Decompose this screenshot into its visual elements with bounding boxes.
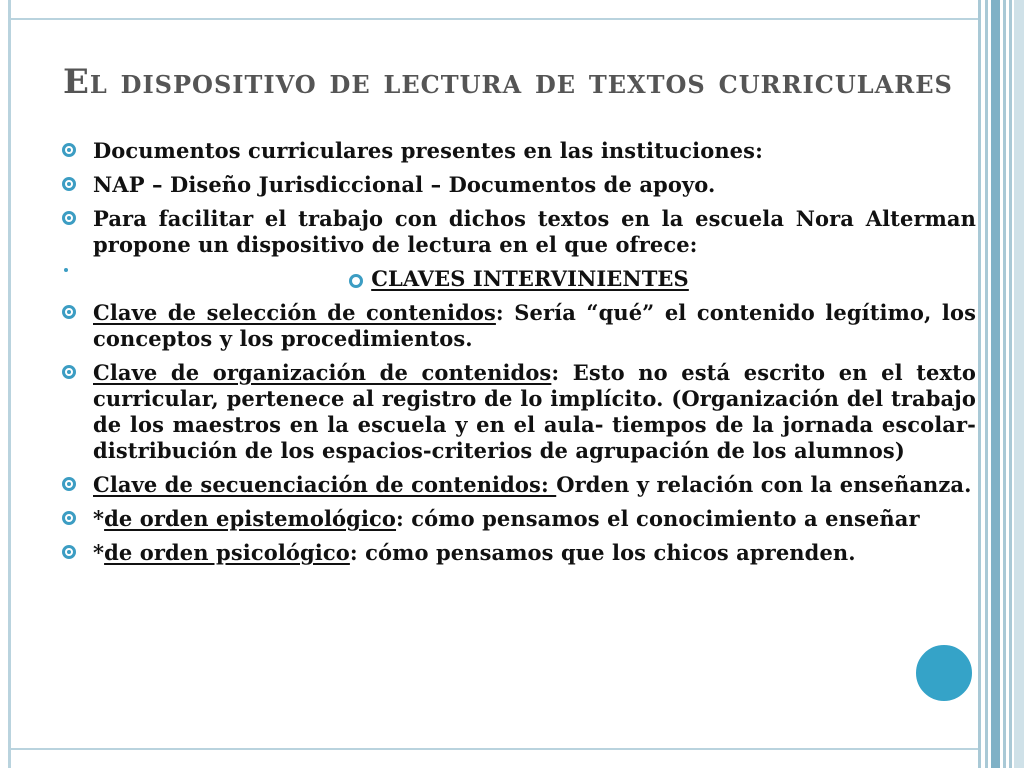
bullet-term: Clave de selección de contenidos (93, 300, 496, 325)
bullet-term: de orden epistemológico (104, 506, 397, 531)
list-item-heading (62, 266, 976, 292)
bullet-text: : Esto no está escrito en el texto curricular, pertenece al registro de lo implícito. (Organización del trabajo de los maestros en la escuela y en el aula- tiempos de la jornada escolar-distribución de los espacios-criterios de agrupación de los alumnos) (93, 360, 976, 463)
bullet-text: : Sería “qué” el contenido legítimo, los conceptos y los procedimientos. (93, 300, 977, 351)
bullet-term: Clave de secuenciación de contenidos: (93, 472, 557, 497)
bullet-term: de orden psicológico (104, 540, 350, 565)
slide-title: El dispositivo de lectura de textos curriculares (63, 62, 953, 102)
ring-bullet-icon (62, 545, 76, 559)
list-item (62, 472, 976, 498)
bullet-text: NAP – Diseño Jurisdiccional – Documentos de apoyo. (93, 172, 716, 197)
list-item (62, 138, 976, 164)
list-item (62, 360, 976, 464)
accent-circle-icon (913, 642, 975, 704)
list-item (62, 506, 976, 532)
side-band-stripe (978, 0, 981, 768)
ring-bullet-icon (62, 305, 76, 319)
bullet-list (62, 138, 976, 574)
bullet-prefix: * (93, 506, 105, 531)
list-item (62, 300, 976, 352)
side-band-stripe (1003, 0, 1006, 768)
bullet-prefix: * (93, 540, 105, 565)
claves-heading: CLAVES INTERVINIENTES (371, 266, 689, 291)
ring-bullet-icon (62, 477, 76, 491)
side-band-stripe (991, 0, 1000, 768)
side-band-stripe (985, 0, 988, 768)
ring-bullet-icon (62, 177, 76, 191)
side-band-stripe (1009, 0, 1012, 768)
ring-bullet-icon (349, 274, 363, 288)
list-item (62, 206, 976, 258)
bullet-term: Clave de organización de contenidos (93, 360, 552, 385)
frame-bottom-line (8, 748, 980, 750)
side-band-stripe (1014, 0, 1024, 768)
list-item (62, 172, 976, 198)
ring-bullet-icon (62, 143, 76, 157)
ring-bullet-icon (62, 511, 76, 525)
bullet-text: : cómo pensamos el conocimiento a enseñar (396, 506, 920, 531)
ring-bullet-icon (62, 211, 76, 225)
list-item (62, 540, 976, 566)
bullet-text: Orden y relación con la enseñanza. (556, 472, 972, 497)
bullet-text: : cómo pensamos que los chicos aprenden. (349, 540, 856, 565)
bullet-text: Documentos curriculares presentes en las instituciones: (93, 138, 763, 163)
bullet-text: Para facilitar el trabajo con dichos textos en la escuela Nora Alterman propone un dispositivo de lectura en el que ofrece: (93, 206, 976, 257)
frame-top-line (8, 18, 980, 20)
frame-left-line (8, 0, 11, 768)
ring-bullet-icon (62, 365, 76, 379)
